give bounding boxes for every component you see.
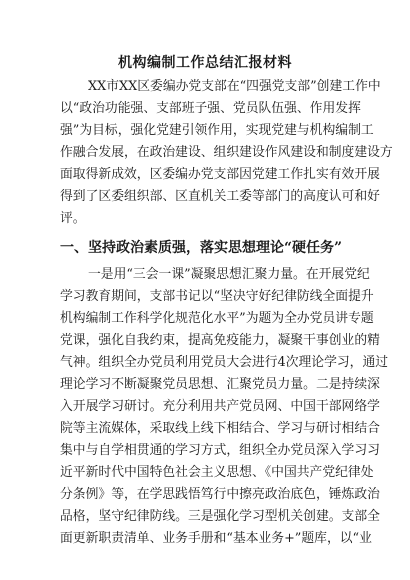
intro-line: XX市XX区委编办党支部在“四强党支部”创建工作中 [88,79,381,94]
section-line: 入开展学习研讨。充分利用共产党员网、中国干部网络学 [60,399,380,414]
section-line: 学习教育期间，支部书记以“坚决守好纪律防线全面提升 [60,289,374,304]
section-line: 理论学习不断凝聚党员思想、汇聚党员力量。二是持续深 [60,377,380,392]
section-heading: 一、坚持政治素质强，落实思想理论“硬任务” [60,240,343,256]
intro-line: 以“政治功能强、支部班子强、党员队伍强、作用发挥 [60,101,361,116]
section-line: 分条例》等，在学思践悟笃行中擦亮政治底色，锤炼政治 [60,487,380,502]
intro-line: 强”为目标，强化党建引领作用，实现党建与机构编制工 [60,123,374,138]
section-line: 近平新时代中国特色社会主义思想、《中国共产党纪律处 [60,465,374,480]
section-line: 一是用“三会一课”凝聚思想汇聚力量。在开展党纪 [88,267,370,282]
intro-line: 作融合发展，在政治建设、组织建设作风建设和制度建设方 [60,145,393,160]
section-line: 机构编制工作科学化规范化水平”为题为全办党员讲专题 [60,311,374,326]
section-line: 集中与自学相贯通的学习方式，组织全办党员深入学习习 [60,443,380,458]
document-title: 机构编制工作总结汇报材料 [118,55,292,71]
section-line: 品格，坚守纪律防线。三是强化学习型机关创建。支部全 [60,509,380,524]
section-line: 院等主流媒体，采取线上线下相结合、学习与研讨相结合 [60,421,380,436]
intro-line: 得到了区委组织部、区直机关工委等部门的高度认可和好 [60,189,380,204]
intro-line: 评。 [60,211,86,226]
section-line: 面更新职责清单、业务手册和“基本业务+”题库，以“业 [60,531,372,546]
section-line: 党课，强化自我约束，提高免疫能力，凝聚干事创业的精 [60,333,380,348]
section-line: 气神。组织全办党员利用党员大会进行4次理论学习，通过 [60,355,389,370]
intro-line: 面取得新成效，区委编办党支部因党建工作扎实有效开展 [60,167,380,182]
